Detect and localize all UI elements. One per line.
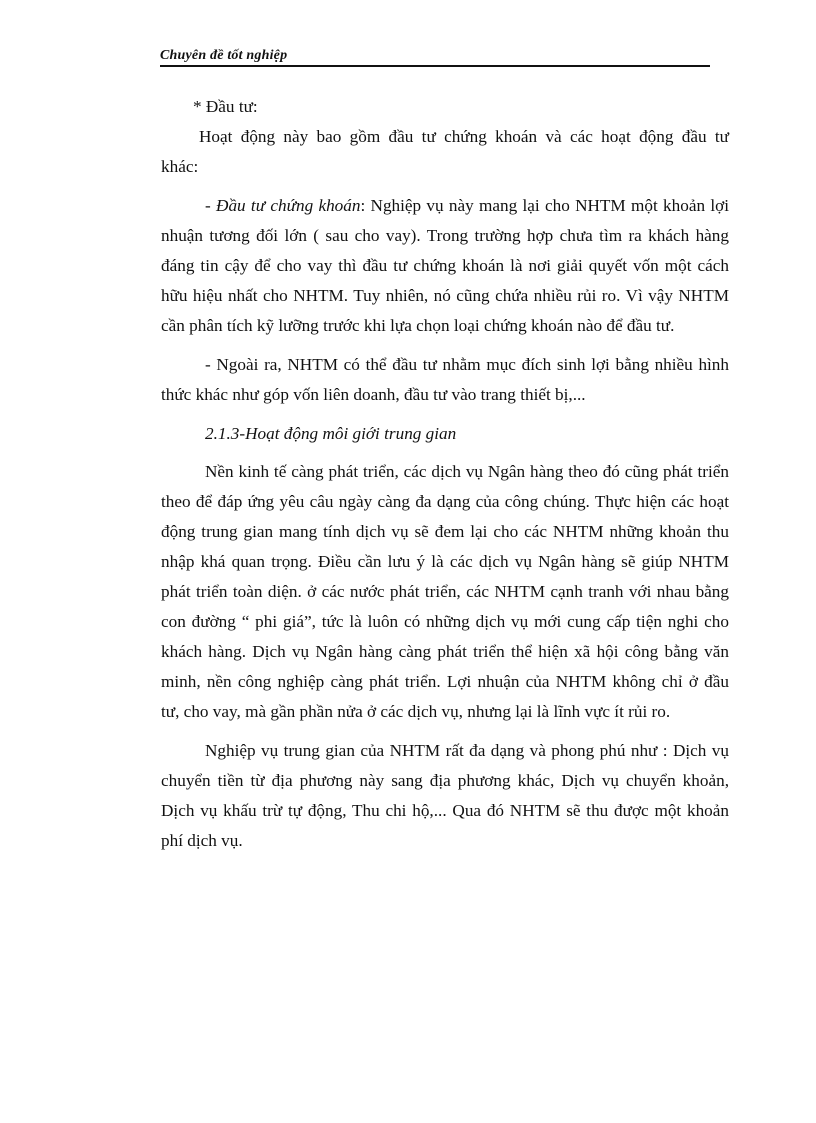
- paragraph-line: Nghiệp vụ trung gian của NHTM rất đa dạng và phong phú như : Dịch vụ: [205, 741, 729, 760]
- paragraph-line: Dịch vụ khấu trừ tự động, Thu chi hộ,... Qua đó NHTM sẽ thu được một khoản: [161, 801, 729, 820]
- paragraph-line: cần phân tích kỹ lưỡng trước khi lựa chọn loại chứng khoán nào để đầu tư.: [161, 316, 675, 335]
- paragraph-line: - Ngoài ra, NHTM có thể đầu tư nhằm mục đích sinh lợi bằng nhiều hình: [205, 355, 729, 374]
- paragraph-line: con đường “ phi giá”, tức là luôn có những dịch vụ mới cung cấp tiện nghi cho: [161, 612, 729, 631]
- paragraph-gap: [161, 727, 729, 736]
- paragraph-line: nhập khá quan trọng. Điều cần lưu ý là các dịch vụ Ngân hàng sẽ giúp NHTM: [161, 552, 729, 571]
- paragraph-gap: [161, 341, 729, 350]
- services-paragraph: [161, 736, 729, 856]
- paragraph-line: động trung gian mang tính dịch vụ sẽ đem lại cho các NHTM những khoản thu: [161, 522, 729, 541]
- section-heading-text: 2.1.3-Hoạt động môi giới trung gian: [205, 424, 457, 443]
- paragraph-gap: [161, 449, 729, 457]
- paragraph-line: nhuận tương đối lớn ( sau cho vay). Trong trường hợp chưa tìm ra khách hàng: [161, 226, 729, 245]
- paragraph-line: tư, cho vay, mà gần phần nửa ở các dịch vụ, nhưng lại là lĩnh vực ít rủi ro.: [161, 702, 671, 721]
- paragraph-line: đáng tin cậy để cho vay thì đầu tư chứng khoán là nơi giải quyết vốn một cách: [161, 256, 729, 275]
- section-heading-2-1-3: [161, 419, 729, 449]
- securities-term: Đầu tư chứng khoán: [216, 196, 361, 215]
- paragraph-gap: [161, 182, 729, 191]
- paragraph-gap: [161, 410, 729, 419]
- bullet-dash: -: [205, 196, 217, 215]
- paragraph-line: minh, nền công nghiệp càng phát triển. Lợi nhuận của NHTM không chỉ ở đầu: [161, 672, 729, 691]
- header-title: Chuyên đề tốt nghiệp: [160, 48, 288, 63]
- paragraph-line: [161, 191, 729, 221]
- paragraph-text: : Nghiệp vụ này mang lại cho NHTM một khoản lợi: [360, 196, 729, 215]
- intro-line: khác:: [161, 157, 199, 176]
- paragraph-line: khách hàng. Dịch vụ Ngân hàng càng phát triển thể hiện xã hội công bằng văn: [161, 642, 729, 661]
- paragraph-line: Nền kinh tế càng phát triển, các dịch vụ Ngân hàng theo đó cũng phát triển: [205, 462, 729, 481]
- investment-heading: * Đầu tư:: [193, 97, 258, 116]
- intermediary-paragraph: [161, 457, 729, 727]
- document-body: [161, 92, 729, 856]
- intro-line: Hoạt động này bao gồm đầu tư chứng khoán và các hoạt động đầu tư: [199, 127, 729, 146]
- securities-paragraph: [161, 191, 729, 341]
- paragraph-line: phát triển toàn diện. ở các nước phát triển, các NHTM cạnh tranh với nhau bằng: [161, 582, 729, 601]
- paragraph-line: thức khác như góp vốn liên doanh, đầu tư vào trang thiết bị,...: [161, 385, 586, 404]
- paragraph-line: theo để đáp ứng yêu câu ngày càng đa dạng của công chúng. Thực hiện các hoạt: [161, 492, 729, 511]
- paragraph-line: hữu hiệu nhất cho NHTM. Tuy nhiên, nó cũng chứa nhiều rủi ro. Vì vậy NHTM: [161, 286, 729, 305]
- paragraph-line: phí dịch vụ.: [161, 831, 243, 850]
- page-header: [160, 46, 710, 67]
- other-investment-paragraph: [161, 350, 729, 410]
- paragraph-line: chuyển tiền từ địa phương này sang địa phương khác, Dịch vụ chuyển khoản,: [161, 771, 729, 790]
